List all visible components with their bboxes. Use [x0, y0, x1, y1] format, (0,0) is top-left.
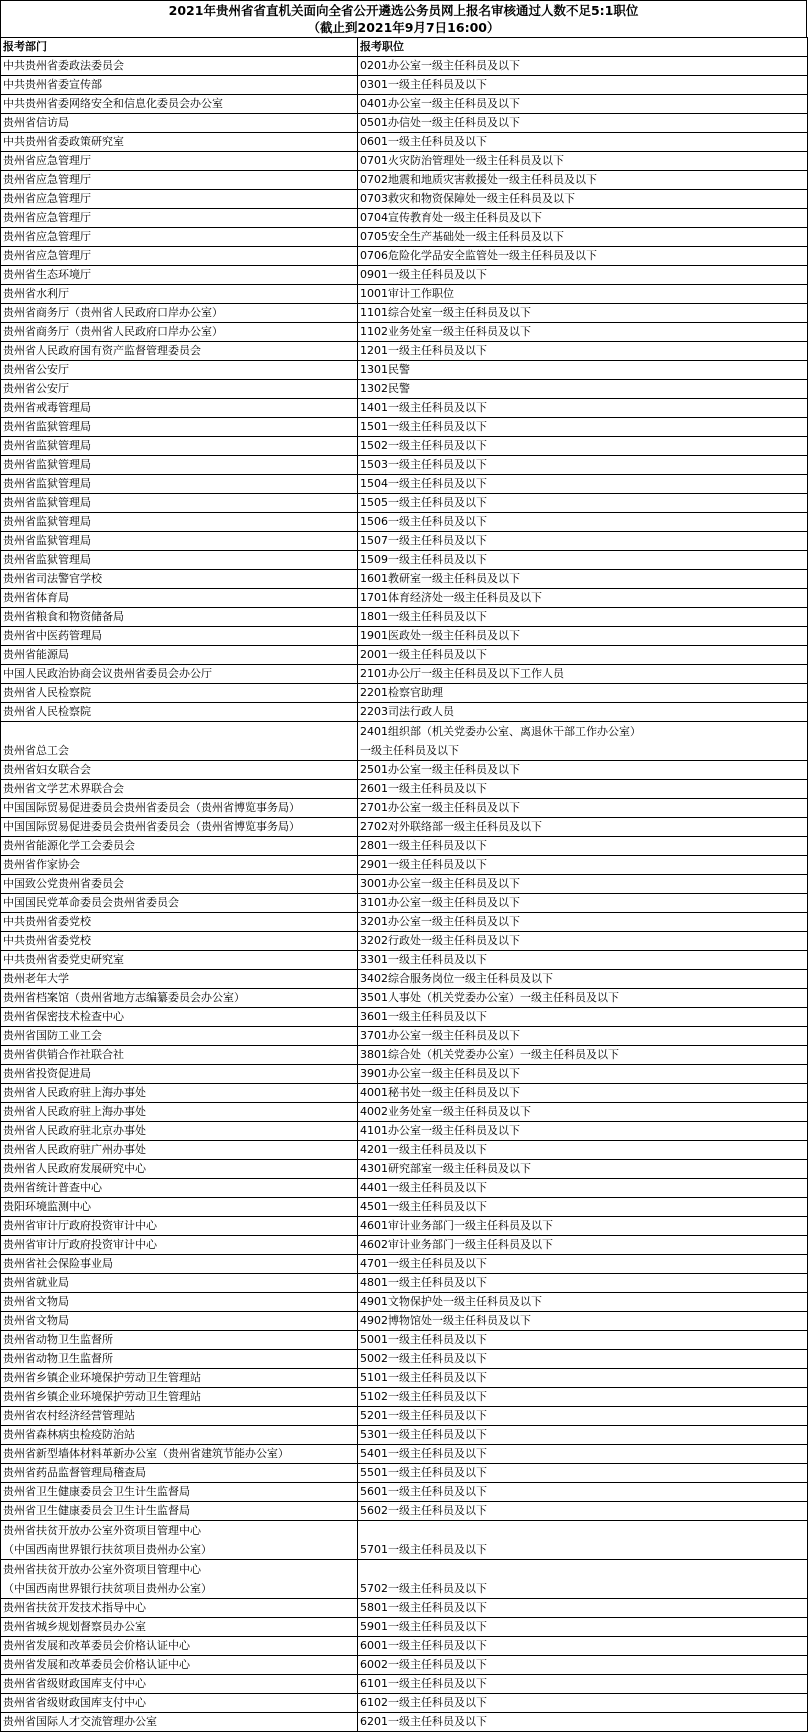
cell-position: 5801一级主任科员及以下: [358, 1599, 808, 1618]
table-row: [1, 1312, 808, 1331]
table-row: [1, 95, 808, 114]
cell-dept: 贵州省应急管理厅: [1, 152, 358, 171]
table-row: [1, 1027, 808, 1046]
cell-position: 1102业务处室一级主任科员及以下: [358, 323, 808, 342]
title-block: [0, 0, 807, 37]
cell-position: 0301一级主任科员及以下: [358, 76, 808, 95]
cell-position: 2601一级主任科员及以下: [358, 780, 808, 799]
cell-position: 4301研究部室一级主任科员及以下: [358, 1160, 808, 1179]
cell-dept: 贵州省就业局: [1, 1274, 358, 1293]
cell-position: 4901文物保护处一级主任科员及以下: [358, 1293, 808, 1312]
cell-position: 4401一级主任科员及以下: [358, 1179, 808, 1198]
cell-dept: 中共贵州省委政策研究室: [1, 133, 358, 152]
cell-dept: 贵州省监狱管理局: [1, 475, 358, 494]
sheet-title: 2021年贵州省省直机关面向全省公开遴选公务员网上报名审核通过人数不足5:1职位: [168, 3, 639, 18]
table-row: [1, 665, 808, 684]
table-row: [1, 361, 808, 380]
table-row: [1, 1179, 808, 1198]
table-row: [1, 799, 808, 818]
cell-position: 3202行政处一级主任科员及以下: [358, 932, 808, 951]
cell-position: 6101一级主任科员及以下: [358, 1675, 808, 1694]
cell-position: 5601一级主任科员及以下: [358, 1483, 808, 1502]
cell-dept: 贵州省水利厅: [1, 285, 358, 304]
cell-position: 4701一级主任科员及以下: [358, 1255, 808, 1274]
cell-dept: 贵州省卫生健康委员会卫生计生监督局: [1, 1483, 358, 1502]
cell-position: 4602审计业务部门一级主任科员及以下: [358, 1236, 808, 1255]
table-row: [1, 494, 808, 513]
cell-position: 4601审计业务部门一级主任科员及以下: [358, 1217, 808, 1236]
cell-dept: 中国国民党革命委员会贵州省委员会: [1, 894, 358, 913]
cell-position: 1302民警: [358, 380, 808, 399]
cell-dept: 贵州省文物局: [1, 1312, 358, 1331]
table-row: [1, 1236, 808, 1255]
cell-position: 1201一级主任科员及以下: [358, 342, 808, 361]
table-row: [1, 1084, 808, 1103]
table-row: [1, 532, 808, 551]
table-row: [1, 304, 808, 323]
header-position: 报考职位: [358, 38, 808, 57]
cell-position: 3601一级主任科员及以下: [358, 1008, 808, 1027]
cell-position: 5201一级主任科员及以下: [358, 1407, 808, 1426]
table-row: [1, 761, 808, 780]
cell-dept: 贵州省应急管理厅: [1, 190, 358, 209]
table-row: [1, 837, 808, 856]
cell-position: 3101办公室一级主任科员及以下: [358, 894, 808, 913]
cell-dept: 贵州省能源局: [1, 646, 358, 665]
cell-dept: 贵州省商务厅（贵州省人民政府口岸办公室）: [1, 323, 358, 342]
cell-position: 1501一级主任科员及以下: [358, 418, 808, 437]
cell-position: 4101办公室一级主任科员及以下: [358, 1122, 808, 1141]
cell-position: 3701办公室一级主任科员及以下: [358, 1027, 808, 1046]
table-row: [1, 932, 808, 951]
cell-position: 1507一级主任科员及以下: [358, 532, 808, 551]
table-body: [1, 57, 808, 1732]
table-row: [1, 1521, 808, 1560]
table-row: [1, 171, 808, 190]
cell-position: 4201一级主任科员及以下: [358, 1141, 808, 1160]
cell-position: 6001一级主任科员及以下: [358, 1637, 808, 1656]
cell-dept: 贵州省商务厅（贵州省人民政府口岸办公室）: [1, 304, 358, 323]
cell-dept: 贵州省乡镇企业环境保护劳动卫生管理站: [1, 1388, 358, 1407]
cell-position: 2702对外联络部一级主任科员及以下: [358, 818, 808, 837]
cell-dept: 中国国际贸易促进委员会贵州省委员会（贵州省博览事务局）: [1, 818, 358, 837]
cell-dept: 贵州省妇女联合会: [1, 761, 358, 780]
cell-position: 1701体育经济处一级主任科员及以下: [358, 589, 808, 608]
cell-position: 5401一级主任科员及以下: [358, 1445, 808, 1464]
table-row: [1, 722, 808, 761]
cell-dept: 贵州省监狱管理局: [1, 532, 358, 551]
cell-dept: 贵州省应急管理厅: [1, 228, 358, 247]
table-row: [1, 247, 808, 266]
cell-dept: 贵州省监狱管理局: [1, 456, 358, 475]
cell-position: 1504一级主任科员及以下: [358, 475, 808, 494]
table-row: [1, 1122, 808, 1141]
cell-dept: 中共贵州省委网络安全和信息化委员会办公室: [1, 95, 358, 114]
table-row: [1, 913, 808, 932]
cell-dept: 贵州省人民检察院: [1, 703, 358, 722]
cell-dept: 中国国际贸易促进委员会贵州省委员会（贵州省博览事务局）: [1, 799, 358, 818]
cell-position: 4501一级主任科员及以下: [358, 1198, 808, 1217]
table-row: [1, 1141, 808, 1160]
cell-dept: 贵州省保密技术检查中心: [1, 1008, 358, 1027]
table-row: [1, 1407, 808, 1426]
cell-dept: 贵州省总工会: [1, 722, 358, 761]
table-row: [1, 684, 808, 703]
cell-dept: 贵州省审计厅政府投资审计中心: [1, 1236, 358, 1255]
table-row: [1, 76, 808, 95]
table-row: [1, 342, 808, 361]
cell-position: 1502一级主任科员及以下: [358, 437, 808, 456]
cell-dept: 贵州省乡镇企业环境保护劳动卫生管理站: [1, 1369, 358, 1388]
table-row: [1, 856, 808, 875]
cell-dept: 贵州省人民政府驻广州办事处: [1, 1141, 358, 1160]
cell-dept: 贵州省社会保险事业局: [1, 1255, 358, 1274]
cell-dept: 贵州省人民检察院: [1, 684, 358, 703]
cell-position: 6002一级主任科员及以下: [358, 1656, 808, 1675]
cell-position: 2201检察官助理: [358, 684, 808, 703]
table-row: [1, 589, 808, 608]
cell-dept: 贵州省国际人才交流管理办公室: [1, 1713, 358, 1732]
cell-dept: 贵州省作家协会: [1, 856, 358, 875]
cell-dept: 贵州省应急管理厅: [1, 247, 358, 266]
table-row: [1, 1388, 808, 1407]
table-row: [1, 780, 808, 799]
header-dept: 报考部门: [1, 38, 358, 57]
cell-dept: 贵州省司法警官学校: [1, 570, 358, 589]
table-row: [1, 1160, 808, 1179]
table-row: [1, 1255, 808, 1274]
table-row: [1, 190, 808, 209]
cell-dept: 贵州省戒毒管理局: [1, 399, 358, 418]
table-row: [1, 970, 808, 989]
cell-dept: 贵州省文学艺术界联合会: [1, 780, 358, 799]
cell-position: 3201办公室一级主任科员及以下: [358, 913, 808, 932]
cell-dept: 贵州老年大学: [1, 970, 358, 989]
cell-position: 2203司法行政人员: [358, 703, 808, 722]
table-row: [1, 1599, 808, 1618]
cell-position: 1901医政处一级主任科员及以下: [358, 627, 808, 646]
cell-dept: 贵州省监狱管理局: [1, 513, 358, 532]
cell-position: 0201办公室一级主任科员及以下: [358, 57, 808, 76]
table-row: [1, 285, 808, 304]
cell-dept: 贵州省公安厅: [1, 361, 358, 380]
cell-position: 6201一级主任科员及以下: [358, 1713, 808, 1732]
table-row: [1, 1217, 808, 1236]
cell-dept: 贵州省能源化学工会委员会: [1, 837, 358, 856]
cell-dept: 贵州省扶贫开发技术指导中心: [1, 1599, 358, 1618]
cell-position: 4902博物馆处一级主任科员及以下: [358, 1312, 808, 1331]
cell-dept: 贵州省监狱管理局: [1, 437, 358, 456]
cell-position: 5102一级主任科员及以下: [358, 1388, 808, 1407]
cell-position: 1509一级主任科员及以下: [358, 551, 808, 570]
cell-position: 1506一级主任科员及以下: [358, 513, 808, 532]
table-row: [1, 1483, 808, 1502]
cell-position: 0501办信处一级主任科员及以下: [358, 114, 808, 133]
cell-position: 5702一级主任科员及以下: [358, 1560, 808, 1599]
cell-dept: 中共贵州省委政法委员会: [1, 57, 358, 76]
cell-dept: 贵州省信访局: [1, 114, 358, 133]
cell-position: 0702地震和地质灾害救援处一级主任科员及以下: [358, 171, 808, 190]
cell-position: 5701一级主任科员及以下: [358, 1521, 808, 1560]
cell-dept: 贵州省公安厅: [1, 380, 358, 399]
cell-position: 1505一级主任科员及以下: [358, 494, 808, 513]
table-row: [1, 570, 808, 589]
cell-dept: 中共贵州省委党史研究室: [1, 951, 358, 970]
table-row: [1, 1694, 808, 1713]
table-row: [1, 894, 808, 913]
cell-dept: 贵州省扶贫开放办公室外资项目管理中心 （中国西南世界银行扶贫项目贵州办公室）: [1, 1560, 358, 1599]
cell-position: 6102一级主任科员及以下: [358, 1694, 808, 1713]
cell-dept: 贵州省档案馆（贵州省地方志编纂委员会办公室）: [1, 989, 358, 1008]
cell-dept: 贵州省动物卫生监督所: [1, 1331, 358, 1350]
table-row: [1, 551, 808, 570]
table-row: [1, 1560, 808, 1599]
cell-dept: 贵州省监狱管理局: [1, 418, 358, 437]
cell-position: 2401组织部（机关党委办公室、离退休干部工作办公室） 一级主任科员及以下: [358, 722, 808, 761]
cell-dept: 贵州省投资促进局: [1, 1065, 358, 1084]
table-row: [1, 437, 808, 456]
cell-position: 5002一级主任科员及以下: [358, 1350, 808, 1369]
cell-dept: 贵州省发展和改革委员会价格认证中心: [1, 1637, 358, 1656]
cell-dept: 贵州省卫生健康委员会卫生计生监督局: [1, 1502, 358, 1521]
cell-dept: 贵州省监狱管理局: [1, 494, 358, 513]
table-row: [1, 399, 808, 418]
cell-dept: 贵州省农村经济经营管理站: [1, 1407, 358, 1426]
table-row: [1, 57, 808, 76]
cell-dept: 贵州省中医药管理局: [1, 627, 358, 646]
table-row: [1, 114, 808, 133]
cell-dept: 贵州省药品监督管理局稽查局: [1, 1464, 358, 1483]
cell-position: 5901一级主任科员及以下: [358, 1618, 808, 1637]
table-row: [1, 1713, 808, 1732]
table-row: [1, 951, 808, 970]
table-row: [1, 875, 808, 894]
cell-dept: 贵州省供销合作社联合社: [1, 1046, 358, 1065]
cell-dept: 中国人民政治协商会议贵州省委员会办公厅: [1, 665, 358, 684]
cell-position: 1401一级主任科员及以下: [358, 399, 808, 418]
table-row: [1, 1065, 808, 1084]
table-row: [1, 475, 808, 494]
cell-position: 0701火灾防治管理处一级主任科员及以下: [358, 152, 808, 171]
cell-dept: 贵州省动物卫生监督所: [1, 1350, 358, 1369]
cell-dept: 贵州省扶贫开放办公室外资项目管理中心 （中国西南世界银行扶贫项目贵州办公室）: [1, 1521, 358, 1560]
cell-position: 0706危险化学品安全监管处一级主任科员及以下: [358, 247, 808, 266]
table-row: [1, 1369, 808, 1388]
cell-dept: 中共贵州省委党校: [1, 913, 358, 932]
cell-dept: 贵州省发展和改革委员会价格认证中心: [1, 1656, 358, 1675]
cell-position: 3501人事处（机关党委办公室）一级主任科员及以下: [358, 989, 808, 1008]
cell-dept: 贵州省人民政府驻北京办事处: [1, 1122, 358, 1141]
cell-position: 4801一级主任科员及以下: [358, 1274, 808, 1293]
cell-dept: 贵州省监狱管理局: [1, 551, 358, 570]
table-row: [1, 1331, 808, 1350]
cell-dept: 贵州省城乡规划督察员办公室: [1, 1618, 358, 1637]
table-row: [1, 209, 808, 228]
cell-position: 2801一级主任科员及以下: [358, 837, 808, 856]
table-row: [1, 323, 808, 342]
table-row: [1, 1350, 808, 1369]
cell-position: 1801一级主任科员及以下: [358, 608, 808, 627]
table-row: [1, 1293, 808, 1312]
cell-position: 3402综合服务岗位一级主任科员及以下: [358, 970, 808, 989]
cell-dept: 贵州省应急管理厅: [1, 209, 358, 228]
table-row: [1, 608, 808, 627]
cell-dept: 贵阳环境监测中心: [1, 1198, 358, 1217]
cell-position: 1503一级主任科员及以下: [358, 456, 808, 475]
table-row: [1, 418, 808, 437]
cell-dept: 贵州省新型墙体材料革新办公室（贵州省建筑节能办公室）: [1, 1445, 358, 1464]
table-row: [1, 1046, 808, 1065]
cell-position: 5602一级主任科员及以下: [358, 1502, 808, 1521]
cell-dept: 贵州省应急管理厅: [1, 171, 358, 190]
table-row: [1, 703, 808, 722]
cell-dept: 贵州省统计普查中心: [1, 1179, 358, 1198]
cell-position: 0401办公室一级主任科员及以下: [358, 95, 808, 114]
table-row: [1, 380, 808, 399]
cell-position: 1101综合处室一级主任科员及以下: [358, 304, 808, 323]
cell-position: 1601教研室一级主任科员及以下: [358, 570, 808, 589]
table-row: [1, 1008, 808, 1027]
table-row: [1, 818, 808, 837]
cell-position: 2901一级主任科员及以下: [358, 856, 808, 875]
cell-dept: 贵州省人民政府驻上海办事处: [1, 1084, 358, 1103]
cell-dept: 贵州省文物局: [1, 1293, 358, 1312]
table-row: [1, 1464, 808, 1483]
table-row: [1, 456, 808, 475]
cell-position: 2101办公厅一级主任科员及以下工作人员: [358, 665, 808, 684]
cell-position: 3901办公室一级主任科员及以下: [358, 1065, 808, 1084]
cell-dept: 中共贵州省委宣传部: [1, 76, 358, 95]
cell-dept: 贵州省生态环境厅: [1, 266, 358, 285]
table-row: [1, 513, 808, 532]
cell-position: 3301一级主任科员及以下: [358, 951, 808, 970]
cell-position: 0901一级主任科员及以下: [358, 266, 808, 285]
cell-dept: 贵州省森林病虫检疫防治站: [1, 1426, 358, 1445]
cell-position: 0703救灾和物资保障处一级主任科员及以下: [358, 190, 808, 209]
cell-dept: 中共贵州省委党校: [1, 932, 358, 951]
cell-dept: 贵州省人民政府国有资产监督管理委员会: [1, 342, 358, 361]
cell-dept: 贵州省国防工业工会: [1, 1027, 358, 1046]
cell-dept: 贵州省人民政府发展研究中心: [1, 1160, 358, 1179]
table-row: [1, 228, 808, 247]
table-row: [1, 133, 808, 152]
cell-position: 4002业务处室一级主任科员及以下: [358, 1103, 808, 1122]
table-row: [1, 1274, 808, 1293]
cell-position: 0705安全生产基础处一级主任科员及以下: [358, 228, 808, 247]
table-row: [1, 627, 808, 646]
cell-dept: 贵州省省级财政国库支付中心: [1, 1694, 358, 1713]
cell-dept: 贵州省体育局: [1, 589, 358, 608]
table-row: [1, 646, 808, 665]
cell-dept: 贵州省人民政府驻上海办事处: [1, 1103, 358, 1122]
cell-dept: 贵州省审计厅政府投资审计中心: [1, 1217, 358, 1236]
table-row: [1, 989, 808, 1008]
cell-position: 0704宣传教育处一级主任科员及以下: [358, 209, 808, 228]
cell-position: 2701办公室一级主任科员及以下: [358, 799, 808, 818]
table-row: [1, 1656, 808, 1675]
table-row: [1, 1103, 808, 1122]
cell-position: 5301一级主任科员及以下: [358, 1426, 808, 1445]
table-row: [1, 1502, 808, 1521]
cell-position: 5101一级主任科员及以下: [358, 1369, 808, 1388]
table-row: [1, 152, 808, 171]
table-row: [1, 1675, 808, 1694]
cell-dept: 中国致公党贵州省委员会: [1, 875, 358, 894]
cell-position: 4001秘书处一级主任科员及以下: [358, 1084, 808, 1103]
table-row: [1, 1426, 808, 1445]
positions-table: [0, 37, 808, 1732]
cell-position: 1001审计工作职位: [358, 285, 808, 304]
table-row: [1, 266, 808, 285]
cell-position: 3801综合处（机关党委办公室）一级主任科员及以下: [358, 1046, 808, 1065]
cell-dept: 贵州省粮食和物资储备局: [1, 608, 358, 627]
cell-position: 2001一级主任科员及以下: [358, 646, 808, 665]
header-row: [1, 38, 808, 57]
table-row: [1, 1618, 808, 1637]
table-row: [1, 1445, 808, 1464]
table-row: [1, 1637, 808, 1656]
table-row: [1, 1198, 808, 1217]
cell-dept: 贵州省省级财政国库支付中心: [1, 1675, 358, 1694]
cell-position: 2501办公室一级主任科员及以下: [358, 761, 808, 780]
cell-position: 1301民警: [358, 361, 808, 380]
cell-position: 0601一级主任科员及以下: [358, 133, 808, 152]
cell-position: 5501一级主任科员及以下: [358, 1464, 808, 1483]
cell-position: 3001办公室一级主任科员及以下: [358, 875, 808, 894]
sheet-subtitle: （截止到2021年9月7日16:00）: [307, 20, 500, 35]
cell-position: 5001一级主任科员及以下: [358, 1331, 808, 1350]
